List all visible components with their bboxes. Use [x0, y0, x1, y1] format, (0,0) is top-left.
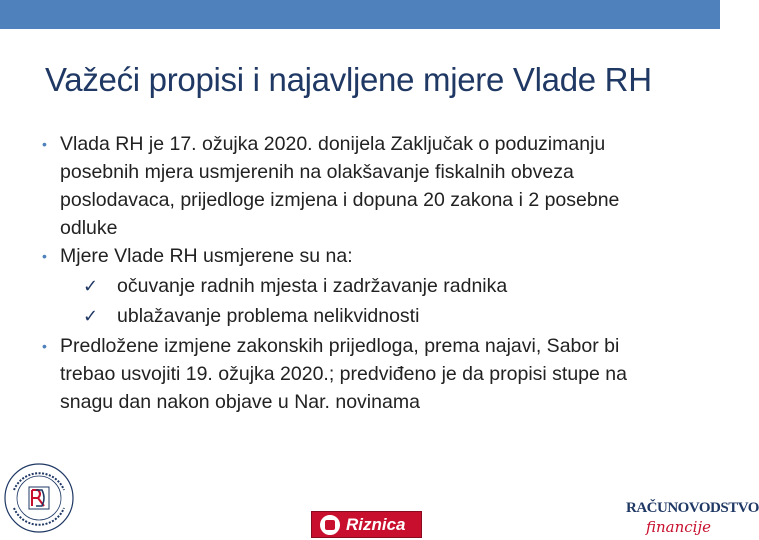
bullet-item [40, 242, 680, 270]
riznica-logo [311, 511, 422, 538]
slide-content [40, 130, 680, 416]
financije-logo-text: financije [646, 518, 711, 536]
bullet-icon: • [42, 338, 47, 354]
sub-item-text: ublažavanje problema nelikvidnosti [117, 305, 420, 327]
bullet-item [40, 130, 680, 242]
sub-item [40, 302, 680, 330]
bullet-text: Mjere Vlade RH usmjerene su na: [60, 245, 353, 267]
racunovodstvo-logo-text: RAČUNOVODSTVO [626, 500, 759, 516]
bullet-text: Vlada RH je 17. ožujka 2020. donijela Zaključak o poduzimanju posebnih mjera usmjerenih na olakšavanje fiskalnih obveza poslodavaca, prijedloge izmjena i dopuna 20 zakona i 2 posebne odluke [60, 133, 620, 239]
racunovodstvo-logo [622, 498, 759, 540]
bullet-icon: • [42, 136, 47, 152]
sub-item [40, 272, 680, 300]
checkmark-icon: ✓ [83, 276, 99, 296]
riznica-seal-icon [320, 515, 340, 535]
bullet-text: Predložene izmjene zakonskih prijedloga, prema najavi, Sabor bi trebao usvojiti 19. ožujka 2020.; predviđeno je da propisi stupe na snagu dan nakon objave u Nar. novinama [60, 335, 627, 413]
sub-item-text: očuvanje radnih mjesta i zadržavanje radnika [117, 275, 508, 297]
checkmark-icon: ✓ [83, 306, 99, 326]
bullet-item [40, 332, 680, 416]
slide-title: Važeći propisi i najavljene mjere Vlade RH [45, 61, 652, 98]
top-accent-bar [0, 0, 720, 29]
association-logo [2, 460, 76, 536]
bullet-icon: • [42, 248, 47, 264]
riznica-logo-text: Riznica [346, 514, 406, 534]
